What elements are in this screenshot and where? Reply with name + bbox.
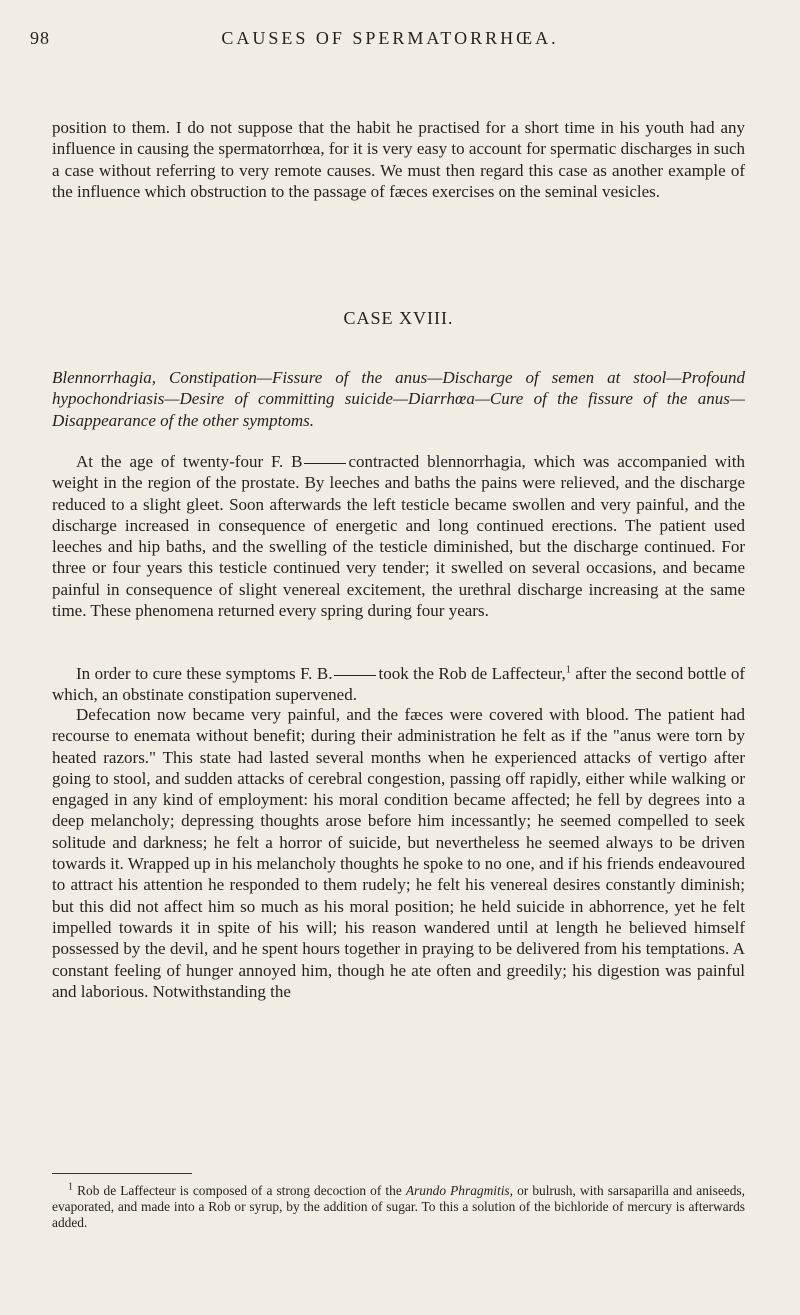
page-header bbox=[30, 28, 750, 58]
footnote-rule bbox=[52, 1173, 192, 1174]
p3-start: In order to cure these symptoms F. B. bbox=[76, 664, 333, 683]
name-dash bbox=[334, 675, 376, 676]
footnote bbox=[52, 1183, 745, 1231]
p2-rest: contracted blennorrhagia, which was accompanied with weight in the region of the prostate. By leeches and baths the pains were relieved, and the discharge reduced to a slight gleet. Soon afterwards the left testicle became swollen and very painful, and the discharge increased in consequence of energetic and long continued erections. The patient used leeches and hip baths, and the swelling of the testicle diminished, but the discharge continued. For three or four years this testicle continued very tender; it swelled on several occasions, and became painful in consequence of slight venereal excitement, the urethral discharge increasing at the same time. These phenomena returned every spring during four years. bbox=[52, 452, 745, 621]
paragraph-treatment bbox=[52, 663, 745, 706]
footnote-marker: 1 bbox=[68, 1181, 73, 1193]
footnote-text-end: or bulrush, with sarsaparilla and aniseeds, evaporated, and made into a Rob or syrup, by the addition of sugar. To this a solution of the bichloride of mercury is afterwards added. bbox=[52, 1183, 745, 1230]
running-head: CAUSES OF SPERMATORRHŒA. bbox=[221, 28, 559, 48]
p3-middle: took the Rob de Laffecteur, bbox=[378, 664, 566, 683]
page-number: 98 bbox=[30, 28, 50, 48]
p2-start: At the age of twenty-four F. B bbox=[76, 452, 303, 471]
p3-end: after the second bottle of which, an obstinate constipation supervened. bbox=[52, 664, 745, 705]
case-heading: CASE XVIII. bbox=[343, 308, 454, 328]
case-summary: Blennorrhagia, Constipation—Fissure of the anus—Discharge of semen at stool—Profound hypochondriasis—Desire of committing suicide—Diarrhœa—Cure of the fissure of the anus—Disappearance of the other symptoms. bbox=[52, 368, 745, 430]
name-dash bbox=[304, 463, 346, 464]
paragraph-case-history bbox=[52, 451, 745, 621]
footnote-reference: 1 bbox=[565, 664, 571, 676]
paragraph-continuation: position to them. I do not suppose that the habit he practised for a short time in his youth had any influence in causing the spermatorrhœa, for it is very easy to account for spermatic discharges in such a case without referring to very remote causes. We must then regard this case as another example of the influence which obstruction to the passage of fæces exercises on the seminal vesicles. bbox=[52, 118, 745, 201]
footnote-species: Arundo Phragmitis, bbox=[405, 1183, 513, 1198]
paragraph-symptoms: Defecation now became very painful, and the fæces were covered with blood. The patient had recourse to enemata without benefit; during their administration he felt as if the "anus were torn by heated razors." This state had lasted several months when he experienced attacks of vertigo after going to stool, and sudden attacks of cerebral congestion, passing off rapidly, either while walking or engaged in any kind of employment: his moral condition became affected; he fell by degrees into a deep melancholy; depressing thoughts arose before him incessantly; he seemed compelled to seek solitude and darkness; he felt a horror of suicide, but nevertheless he seemed always to be driven towards it. Wrapped up in his melancholy thoughts he spoke to no one, and if his friends endeavoured to attract his attention he responded to them rudely; he felt his venereal desires constantly diminish; but this did not affect him so much as his moral position; he held suicide in abhorrence, yet he felt impelled towards it in spite of his will; his reason wandered until at length he believed himself possessed by the devil, and he spent hours together in praying to be delivered from his temptations. A constant feeling of hunger annoyed him, though he ate often and greedily; his digestion was painful and laborious. Notwithstanding the bbox=[52, 705, 745, 1001]
footnote-text-start: Rob de Laffecteur is composed of a strong decoction of the bbox=[77, 1183, 402, 1198]
